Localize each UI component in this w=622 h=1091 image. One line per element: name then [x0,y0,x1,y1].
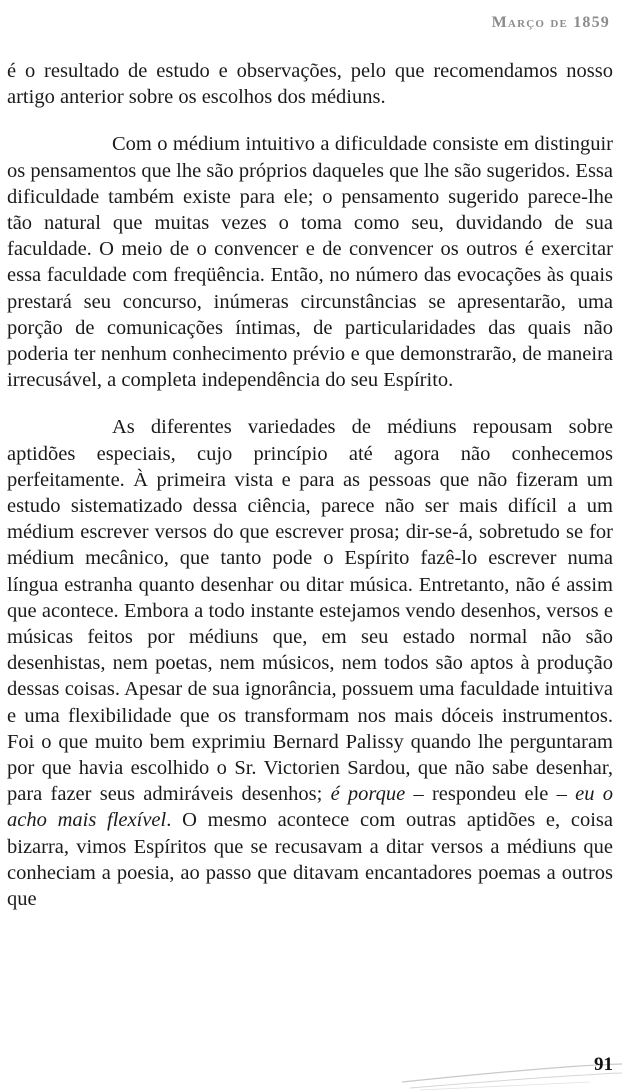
paragraph-text-segment: . O mesmo acontece com outras aptidões e, coisa bizarra, vimos Espíritos que se recusavam a ditar versos a médiuns que conheciam a poesia, ao passo que ditavam encantadores poemas a outros que [7,809,613,911]
italic-quote-segment: eu o acho mais flexível [7,783,613,832]
page-body [7,58,613,912]
page-number: 91 [594,1054,613,1075]
paragraph-intuitive-medium: Com o médium intuitivo a dificuldade consiste em distinguir os pensamentos que lhe são próprios daqueles que lhe são sugeridos. Essa dificuldade também existe para ele; o pensamento sugerido parece-lhe tão natural que muitas vezes o toma como seu, duvidando de sua faculdade. O meio de o convencer e de convencer os outros é exercitar essa faculdade com freqüência. Então, no número das evocações às quais prestará seu concurso, inúmeras circunstâncias se apresentarão, uma porção de comunicações íntimas, de particularidades das quais não poderia ter nenhum conhecimento prévio e que demonstrarão, de maneira irrecusável, a completa independência do seu Espírito. [7,133,613,392]
paragraph-continuation: é o resultado de estudo e observações, pelo que recomendamos nosso artigo anterior sobre os escolhos dos médiuns. [7,60,613,109]
italic-quote-segment: é porque [330,783,406,806]
paragraph-medium-varieties [7,414,613,912]
running-header: Março de 1859 [491,14,610,31]
footer-swoosh-ornament [400,1050,622,1091]
paragraph-text-segment: As diferentes variedades de médiuns repousam sobre aptidões especiais, cujo princípio até agora não conhecemos perfeitamente. À primeira vista e para as pessoas que não fizeram um estudo sistematizado dessa ciência, parece não ser mais difícil a um médium escrever versos do que escrever prosa; dir-se-á, sobretudo se for médium mecânico, que tanto pode o Espírito fazê-lo escrever numa língua estranha quanto desenhar ou ditar música. Entretanto, não é assim que acontece. Embora a todo instante estejamos vendo desenhos, versos e músicas feitos por médiuns que, em seu estado normal não são desenhistas, nem poetas, nem músicos, nem todos são aptos à produção dessas coisas. Apesar de sua ignorância, possuem uma faculdade intuitiva e uma flexibilidade que os transformam nos mais dóceis instrumentos. Foi o que muito bem exprimiu Bernard Palissy quando lhe perguntaram por que havia escolhido o Sr. Victorien Sardou, que não sabe desenhar, para fazer seus admiráveis desenhos; [7,416,613,806]
paragraph-text-segment: – respondeu ele – [405,783,576,806]
